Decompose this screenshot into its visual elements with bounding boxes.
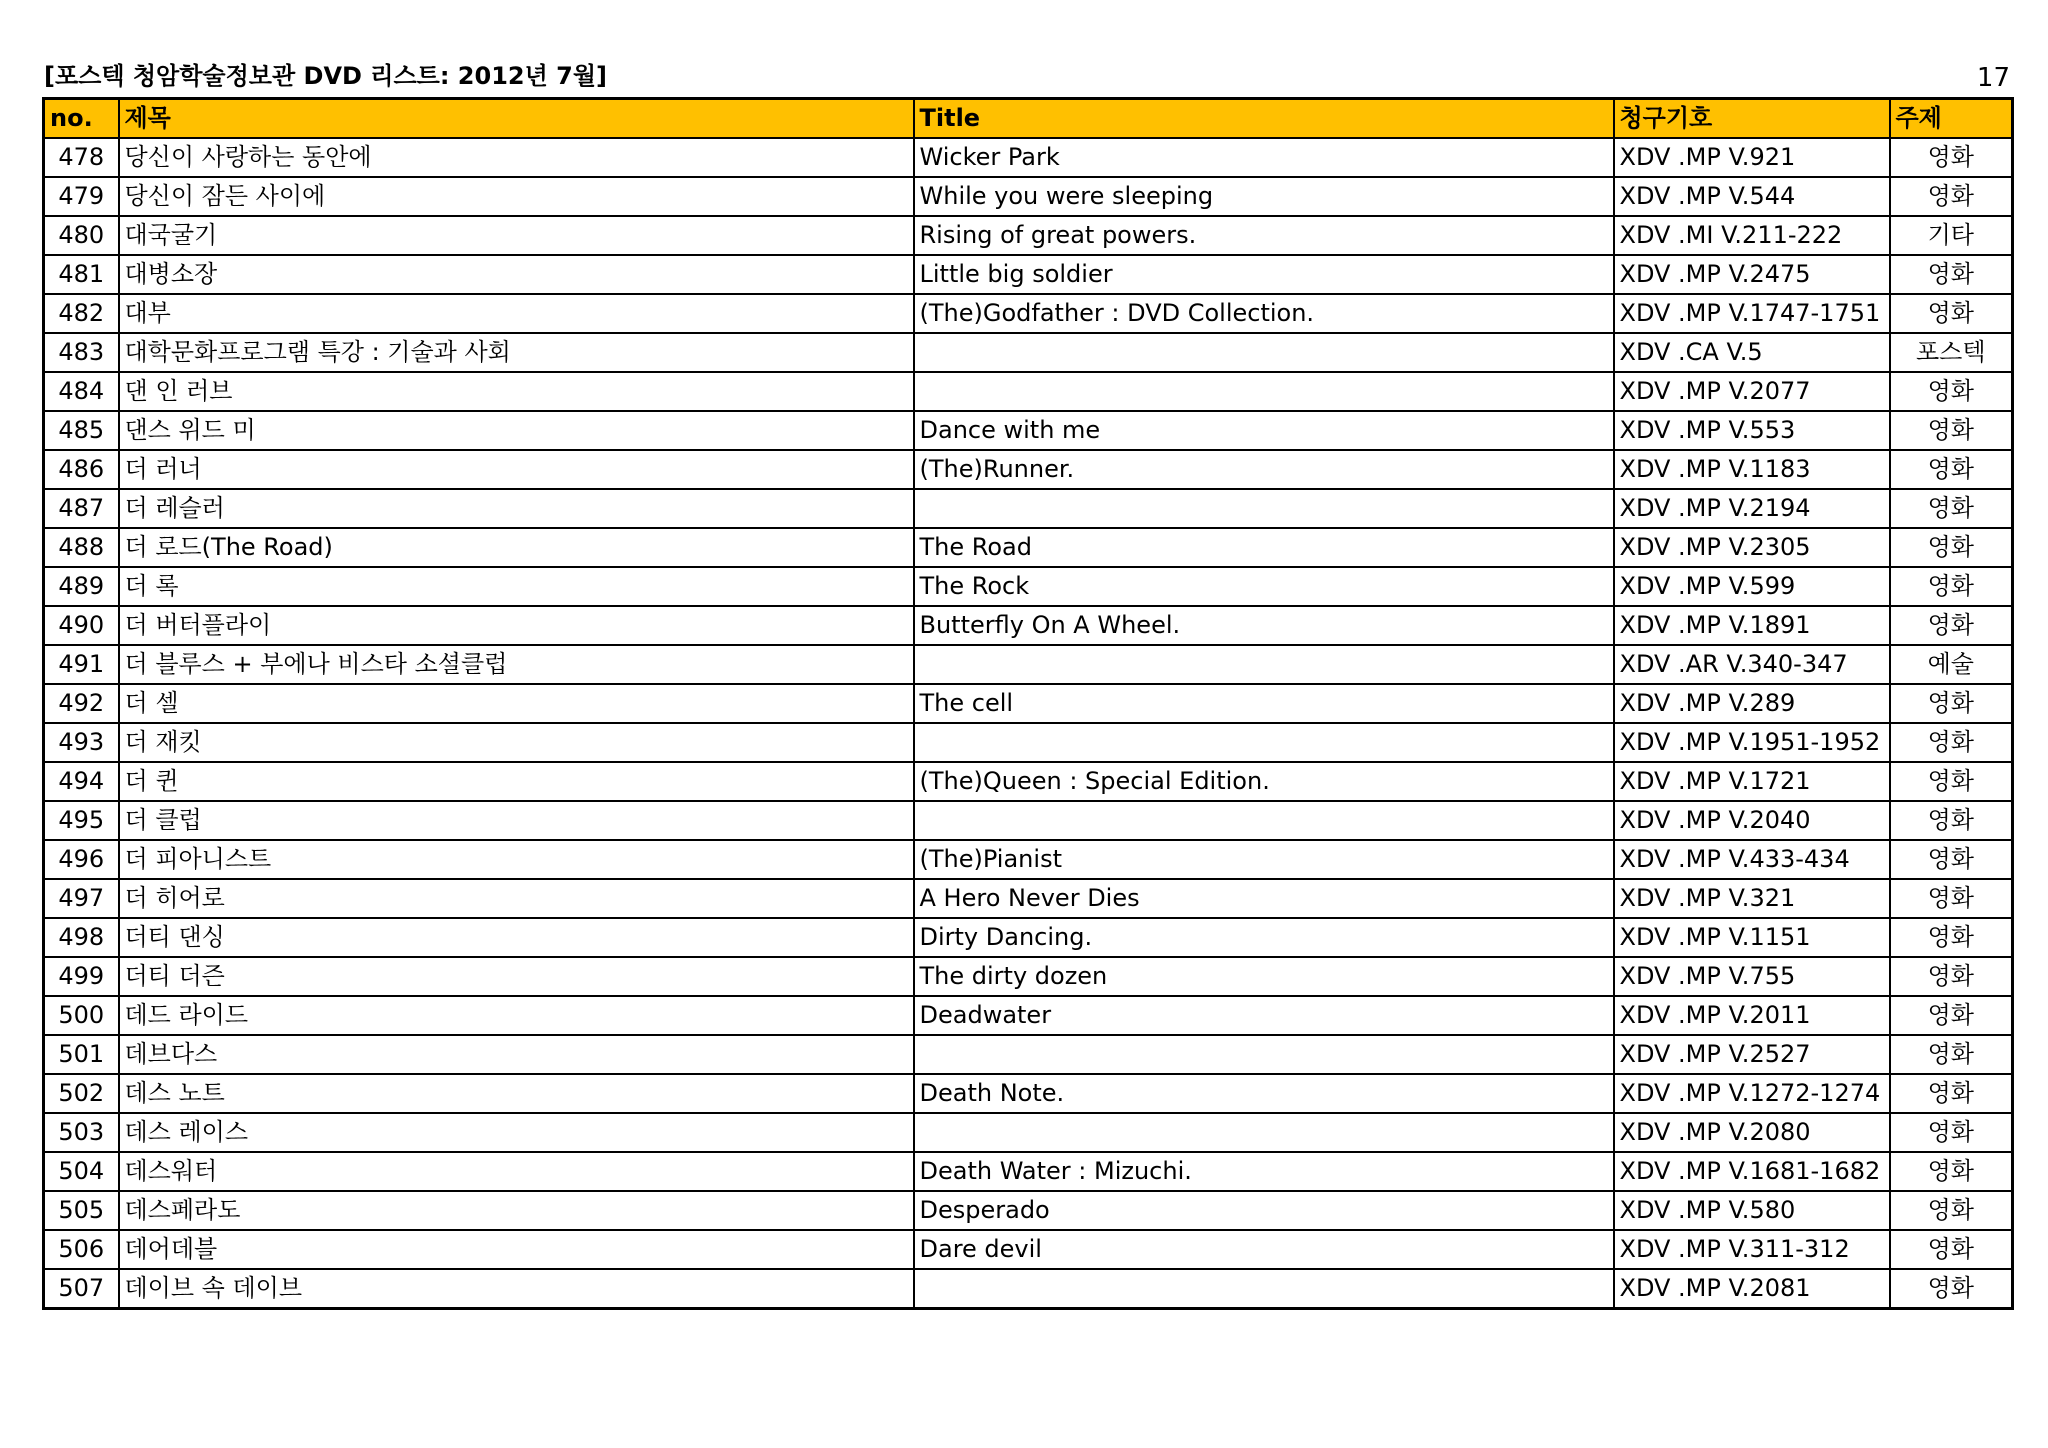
cell-korean-title: 대국굴기	[119, 216, 914, 255]
cell-korean-title: 더 블루스 + 부에나 비스타 소셜클럽	[119, 645, 914, 684]
cell-title: (The)Queen : Special Edition.	[914, 762, 1614, 801]
cell-subject: 영화	[1890, 1230, 2013, 1269]
table-row	[44, 411, 2013, 450]
table-row	[44, 918, 2013, 957]
cell-call-number: XDV .MP V.2081	[1614, 1269, 1890, 1309]
cell-korean-title: 더 러너	[119, 450, 914, 489]
cell-call-number: XDV .MP V.2011	[1614, 996, 1890, 1035]
table-row	[44, 762, 2013, 801]
cell-korean-title: 데브다스	[119, 1035, 914, 1074]
cell-korean-title: 당신이 사랑하는 동안에	[119, 138, 914, 177]
cell-subject: 영화	[1890, 1074, 2013, 1113]
cell-no: 494	[44, 762, 119, 801]
table-row	[44, 1230, 2013, 1269]
cell-no: 503	[44, 1113, 119, 1152]
cell-call-number: XDV .CA V.5	[1614, 333, 1890, 372]
cell-subject: 영화	[1890, 879, 2013, 918]
table-row	[44, 1191, 2013, 1230]
cell-title: Butterfly On A Wheel.	[914, 606, 1614, 645]
cell-call-number: XDV .MP V.1951-1952	[1614, 723, 1890, 762]
table-row	[44, 177, 2013, 216]
cell-korean-title: 데스 노트	[119, 1074, 914, 1113]
cell-korean-title: 댄스 위드 미	[119, 411, 914, 450]
cell-title: Deadwater	[914, 996, 1614, 1035]
cell-subject: 영화	[1890, 801, 2013, 840]
cell-no: 506	[44, 1230, 119, 1269]
cell-no: 479	[44, 177, 119, 216]
document-title: [포스텍 청암학술정보관 DVD 리스트: 2012년 7월]	[44, 62, 607, 90]
cell-subject: 영화	[1890, 450, 2013, 489]
table-row	[44, 840, 2013, 879]
cell-no: 490	[44, 606, 119, 645]
table-row	[44, 879, 2013, 918]
cell-korean-title: 데어데블	[119, 1230, 914, 1269]
cell-call-number: XDV .MP V.2527	[1614, 1035, 1890, 1074]
cell-subject: 예술	[1890, 645, 2013, 684]
table-body	[44, 138, 2013, 1309]
cell-no: 489	[44, 567, 119, 606]
cell-subject: 영화	[1890, 1113, 2013, 1152]
cell-korean-title: 더 퀸	[119, 762, 914, 801]
cell-no: 504	[44, 1152, 119, 1191]
cell-title: (The)Pianist	[914, 840, 1614, 879]
table-row	[44, 1113, 2013, 1152]
cell-no: 480	[44, 216, 119, 255]
cell-no: 493	[44, 723, 119, 762]
table-row	[44, 801, 2013, 840]
cell-no: 483	[44, 333, 119, 372]
cell-korean-title: 더 셀	[119, 684, 914, 723]
table-row	[44, 567, 2013, 606]
cell-korean-title: 데이브 속 데이브	[119, 1269, 914, 1309]
cell-call-number: XDV .MP V.2194	[1614, 489, 1890, 528]
table-row	[44, 1035, 2013, 1074]
cell-korean-title: 더 피아니스트	[119, 840, 914, 879]
table-row	[44, 372, 2013, 411]
cell-title: While you were sleeping	[914, 177, 1614, 216]
cell-call-number: XDV .MP V.580	[1614, 1191, 1890, 1230]
cell-korean-title: 대부	[119, 294, 914, 333]
cell-call-number: XDV .MP V.1681-1682	[1614, 1152, 1890, 1191]
cell-title: Death Water : Mizuchi.	[914, 1152, 1614, 1191]
cell-no: 502	[44, 1074, 119, 1113]
cell-subject: 기타	[1890, 216, 2013, 255]
cell-title: Dirty Dancing.	[914, 918, 1614, 957]
cell-no: 487	[44, 489, 119, 528]
cell-title: Death Note.	[914, 1074, 1614, 1113]
table-row	[44, 645, 2013, 684]
cell-subject: 영화	[1890, 1035, 2013, 1074]
table-row	[44, 996, 2013, 1035]
cell-call-number: XDV .MP V.921	[1614, 138, 1890, 177]
cell-call-number: XDV .MP V.544	[1614, 177, 1890, 216]
cell-call-number: XDV .MP V.2305	[1614, 528, 1890, 567]
cell-subject: 영화	[1890, 138, 2013, 177]
page-header	[44, 58, 2010, 94]
cell-no: 500	[44, 996, 119, 1035]
cell-no: 482	[44, 294, 119, 333]
cell-subject: 영화	[1890, 996, 2013, 1035]
cell-subject: 영화	[1890, 840, 2013, 879]
cell-korean-title: 당신이 잠든 사이에	[119, 177, 914, 216]
cell-title	[914, 489, 1614, 528]
cell-no: 496	[44, 840, 119, 879]
cell-title	[914, 1269, 1614, 1309]
cell-subject: 영화	[1890, 1152, 2013, 1191]
cell-korean-title: 대학문화프로그램 특강 : 기술과 사회	[119, 333, 914, 372]
table-row	[44, 606, 2013, 645]
cell-title: The Road	[914, 528, 1614, 567]
cell-subject: 영화	[1890, 255, 2013, 294]
cell-subject: 영화	[1890, 684, 2013, 723]
cell-call-number: XDV .MP V.433-434	[1614, 840, 1890, 879]
cell-subject: 영화	[1890, 372, 2013, 411]
cell-no: 499	[44, 957, 119, 996]
cell-subject: 영화	[1890, 606, 2013, 645]
cell-no: 501	[44, 1035, 119, 1074]
cell-title	[914, 1113, 1614, 1152]
cell-no: 478	[44, 138, 119, 177]
table-row	[44, 450, 2013, 489]
cell-title: Rising of great powers.	[914, 216, 1614, 255]
cell-title	[914, 801, 1614, 840]
cell-title: Little big soldier	[914, 255, 1614, 294]
cell-korean-title: 더 히어로	[119, 879, 914, 918]
cell-call-number: XDV .MP V.1891	[1614, 606, 1890, 645]
cell-subject: 영화	[1890, 489, 2013, 528]
cell-subject: 영화	[1890, 723, 2013, 762]
header-call-number: 청구기호	[1614, 99, 1890, 139]
cell-call-number: XDV .MP V.2080	[1614, 1113, 1890, 1152]
table-row	[44, 333, 2013, 372]
cell-no: 488	[44, 528, 119, 567]
cell-call-number: XDV .MP V.599	[1614, 567, 1890, 606]
table-row	[44, 255, 2013, 294]
cell-no: 507	[44, 1269, 119, 1309]
header-title: Title	[914, 99, 1614, 139]
cell-call-number: XDV .MP V.289	[1614, 684, 1890, 723]
cell-subject: 영화	[1890, 762, 2013, 801]
cell-title: Desperado	[914, 1191, 1614, 1230]
table-row	[44, 528, 2013, 567]
table-row	[44, 216, 2013, 255]
cell-title: Wicker Park	[914, 138, 1614, 177]
cell-call-number: XDV .MP V.2040	[1614, 801, 1890, 840]
cell-korean-title: 더티 더즌	[119, 957, 914, 996]
cell-title	[914, 372, 1614, 411]
header-korean-title: 제목	[119, 99, 914, 139]
cell-no: 491	[44, 645, 119, 684]
cell-title	[914, 645, 1614, 684]
cell-subject: 영화	[1890, 411, 2013, 450]
header-no: no.	[44, 99, 119, 139]
cell-call-number: XDV .MI V.211-222	[1614, 216, 1890, 255]
cell-no: 484	[44, 372, 119, 411]
cell-title	[914, 333, 1614, 372]
cell-korean-title: 데드 라이드	[119, 996, 914, 1035]
cell-call-number: XDV .MP V.311-312	[1614, 1230, 1890, 1269]
page-number: 17	[1976, 63, 2010, 93]
cell-title: A Hero Never Dies	[914, 879, 1614, 918]
table-row	[44, 1269, 2013, 1309]
cell-subject: 영화	[1890, 528, 2013, 567]
cell-subject: 영화	[1890, 177, 2013, 216]
table-row	[44, 138, 2013, 177]
cell-no: 498	[44, 918, 119, 957]
cell-korean-title: 데스워터	[119, 1152, 914, 1191]
dvd-list-table	[42, 97, 2014, 1310]
cell-subject: 영화	[1890, 294, 2013, 333]
cell-title: The cell	[914, 684, 1614, 723]
cell-no: 492	[44, 684, 119, 723]
table-row	[44, 489, 2013, 528]
cell-call-number: XDV .MP V.553	[1614, 411, 1890, 450]
cell-call-number: XDV .MP V.1151	[1614, 918, 1890, 957]
cell-subject: 포스텍	[1890, 333, 2013, 372]
cell-subject: 영화	[1890, 918, 2013, 957]
cell-subject: 영화	[1890, 957, 2013, 996]
table-row	[44, 294, 2013, 333]
cell-no: 481	[44, 255, 119, 294]
cell-call-number: XDV .MP V.1747-1751	[1614, 294, 1890, 333]
cell-no: 495	[44, 801, 119, 840]
cell-title	[914, 1035, 1614, 1074]
cell-call-number: XDV .AR V.340-347	[1614, 645, 1890, 684]
cell-title: (The)Runner.	[914, 450, 1614, 489]
cell-korean-title: 더 레슬러	[119, 489, 914, 528]
cell-call-number: XDV .MP V.321	[1614, 879, 1890, 918]
cell-no: 485	[44, 411, 119, 450]
cell-title: The dirty dozen	[914, 957, 1614, 996]
cell-korean-title: 더 재킷	[119, 723, 914, 762]
cell-call-number: XDV .MP V.1272-1274	[1614, 1074, 1890, 1113]
table-row	[44, 684, 2013, 723]
cell-title	[914, 723, 1614, 762]
cell-subject: 영화	[1890, 1191, 2013, 1230]
cell-subject: 영화	[1890, 567, 2013, 606]
cell-korean-title: 더 록	[119, 567, 914, 606]
cell-title: (The)Godfather : DVD Collection.	[914, 294, 1614, 333]
table-row	[44, 1152, 2013, 1191]
cell-no: 505	[44, 1191, 119, 1230]
table-row	[44, 957, 2013, 996]
cell-korean-title: 데스페라도	[119, 1191, 914, 1230]
cell-title: The Rock	[914, 567, 1614, 606]
cell-korean-title: 대병소장	[119, 255, 914, 294]
cell-call-number: XDV .MP V.1721	[1614, 762, 1890, 801]
cell-korean-title: 더 클럽	[119, 801, 914, 840]
cell-subject: 영화	[1890, 1269, 2013, 1309]
cell-no: 497	[44, 879, 119, 918]
cell-korean-title: 더 로드(The Road)	[119, 528, 914, 567]
cell-korean-title: 데스 레이스	[119, 1113, 914, 1152]
cell-call-number: XDV .MP V.755	[1614, 957, 1890, 996]
header-subject: 주제	[1890, 99, 2013, 139]
cell-korean-title: 더 버터플라이	[119, 606, 914, 645]
table-row	[44, 723, 2013, 762]
cell-korean-title: 더티 댄싱	[119, 918, 914, 957]
table-row	[44, 1074, 2013, 1113]
cell-call-number: XDV .MP V.2077	[1614, 372, 1890, 411]
cell-title: Dance with me	[914, 411, 1614, 450]
cell-call-number: XDV .MP V.1183	[1614, 450, 1890, 489]
cell-title: Dare devil	[914, 1230, 1614, 1269]
cell-call-number: XDV .MP V.2475	[1614, 255, 1890, 294]
cell-korean-title: 댄 인 러브	[119, 372, 914, 411]
cell-no: 486	[44, 450, 119, 489]
table-header-row	[44, 99, 2013, 139]
